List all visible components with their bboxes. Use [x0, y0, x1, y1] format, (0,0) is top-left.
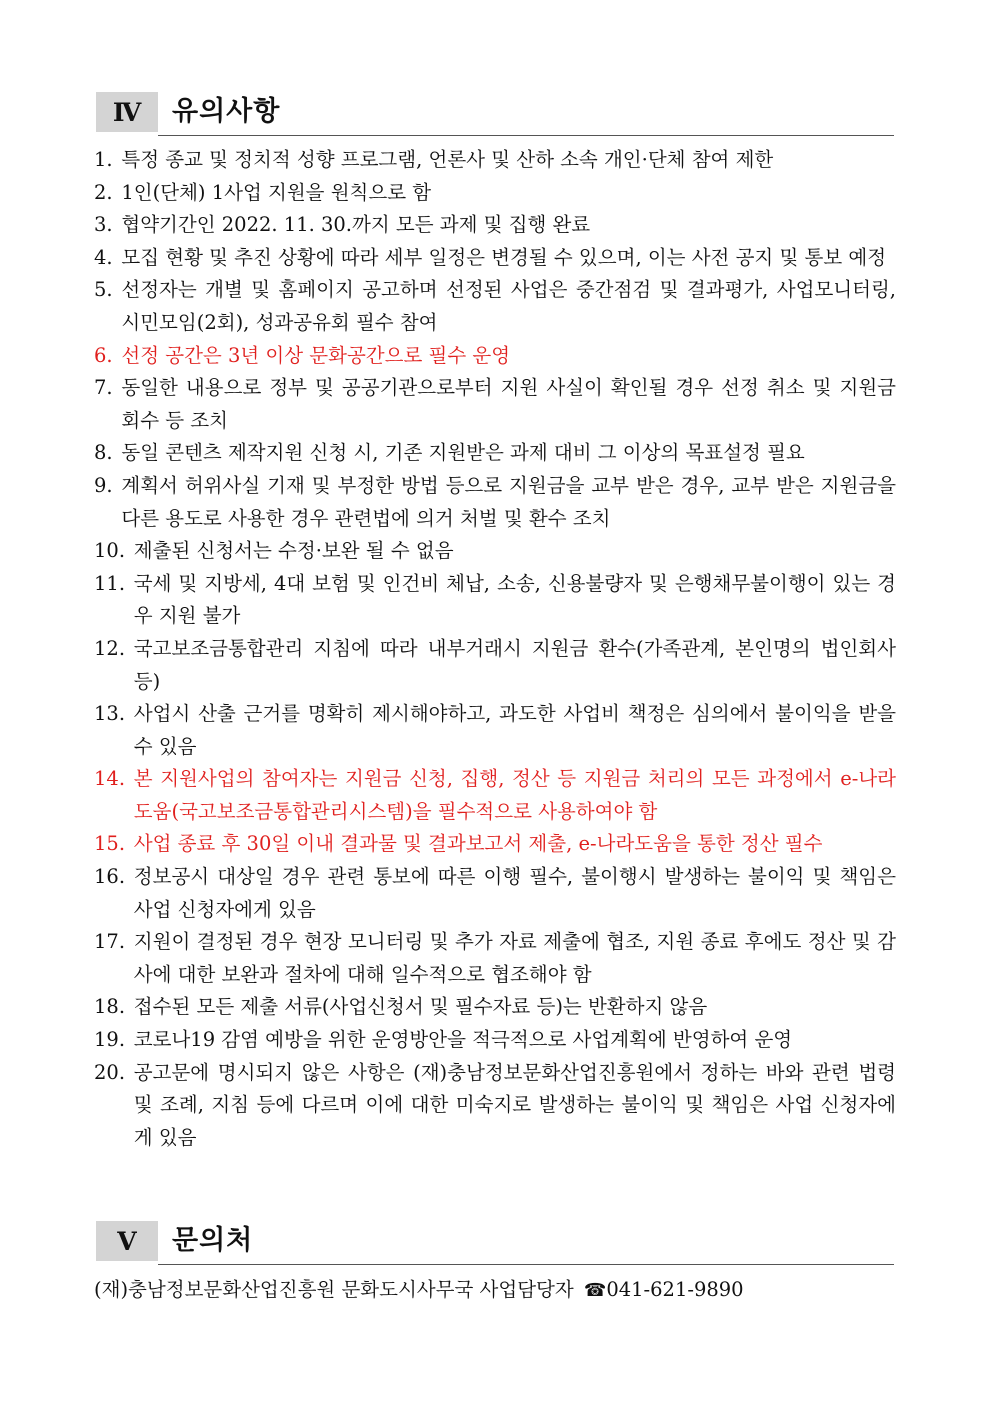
note-number: 10.: [94, 539, 126, 563]
note-number: 4.: [94, 245, 113, 269]
note-number: 19.: [94, 1028, 126, 1052]
note-text: 계획서 허위사실 기재 및 부정한 방법 등으로 지원금을 교부 받은 경우, 교부 받은 지원금을 다른 용도로 사용한 경우 관련법에 의거 처벌 및 환수 조치: [121, 473, 896, 530]
note-item: [94, 177, 896, 210]
note-item: [94, 470, 896, 535]
section-number-box: Ⅳ: [96, 92, 158, 132]
notes-list: [94, 144, 896, 1154]
note-number: 6.: [94, 343, 113, 367]
note-item: [94, 274, 896, 339]
note-item: [94, 144, 896, 177]
note-number: 1.: [94, 148, 113, 171]
note-number: 8.: [94, 441, 113, 465]
note-number: 13.: [94, 702, 126, 726]
note-item: [94, 1057, 896, 1155]
note-text: 국고보조금통합관리 지침에 따라 내부거래시 지원금 환수(가족관계, 본인명의 법인회사 등): [133, 636, 896, 693]
note-text: 제출된 신청서는 수정·보완 될 수 없음: [133, 539, 454, 563]
note-item: [94, 535, 896, 568]
note-number: 5.: [94, 278, 113, 302]
note-item: [94, 991, 896, 1024]
phone-icon: ☎: [583, 1280, 607, 1301]
note-item: [94, 372, 896, 437]
section-rule: [158, 1264, 894, 1265]
note-text: 사업 종료 후 30일 이내 결과물 및 결과보고서 제출, e-나라도움을 통한 정산 필수: [133, 832, 823, 856]
note-number: 7.: [94, 376, 113, 400]
note-item: [94, 209, 896, 242]
note-number: 15.: [94, 832, 126, 856]
section-number-box: Ⅴ: [96, 1221, 158, 1261]
note-number: 14.: [94, 767, 126, 791]
note-number: 3.: [94, 213, 113, 237]
note-text: 지원이 결정된 경우 현장 모니터링 및 추가 자료 제출에 협조, 지원 종료 후에도 정산 및 감사에 대한 보완과 절차에 대해 일수적으로 협조해야 함: [133, 930, 896, 986]
note-item: [94, 926, 896, 991]
section-rule: [158, 135, 894, 136]
note-item: [94, 242, 896, 275]
contact-phone: 041-621-9890: [606, 1278, 744, 1301]
section-header-contact: [96, 1221, 894, 1265]
note-item: [94, 828, 896, 861]
note-item: [94, 698, 896, 763]
section-title: 문의처: [172, 1225, 254, 1256]
note-text: 사업시 산출 근거를 명확히 제시해야하고, 과도한 사업비 책정은 심의에서 불이익을 받을 수 있음: [133, 702, 896, 758]
note-text: 국세 및 지방세, 4대 보험 및 인건비 체납, 소송, 신용불량자 및 은행채무불이행이 있는 경우 지원 불가: [133, 571, 896, 628]
note-number: 20.: [94, 1060, 126, 1084]
note-text: 협약기간인 2022. 11. 30.까지 모든 과제 및 집행 완료: [121, 213, 591, 237]
note-text: 특정 종교 및 정치적 성향 프로그램, 언론사 및 산하 소속 개인·단체 참여 제한: [121, 148, 774, 171]
note-text: 공고문에 명시되지 않은 사항은 (재)충남정보문화산업진흥원에서 정하는 바와 관련 법령 및 조례, 지침 등에 다르며 이에 대한 미숙지로 발생하는 불이익 및 책임은 사업 신청자에게 있음: [133, 1060, 896, 1149]
note-item: [94, 763, 896, 828]
note-number: 17.: [94, 930, 126, 954]
note-number: 11.: [94, 571, 126, 595]
note-text: 선정자는 개별 및 홈페이지 공고하며 선정된 사업은 중간점검 및 결과평가, 사업모니터링, 시민모임(2회), 성과공유회 필수 참여: [121, 278, 896, 334]
note-item: [94, 1024, 896, 1057]
note-text: 동일 콘텐츠 제작지원 신청 시, 기존 지원받은 과제 대비 그 이상의 목표설정 필요: [121, 441, 805, 465]
note-text: 본 지원사업의 참여자는 지원금 신청, 집행, 정산 등 지원금 처리의 모든 과정에서 e-나라도움(국고보조금통합관리시스템)을 필수적으로 사용하여야 함: [133, 767, 896, 823]
note-number: 18.: [94, 995, 126, 1019]
note-number: 16.: [94, 865, 126, 889]
note-text: 동일한 내용으로 정부 및 공공기관으로부터 지원 사실이 확인될 경우 선정 취소 및 지원금 회수 등 조치: [121, 376, 896, 432]
note-item: [94, 340, 896, 373]
note-text: 정보공시 대상일 경우 관련 통보에 따른 이행 필수, 불이행시 발생하는 불이익 및 책임은 사업 신청자에게 있음: [133, 865, 896, 921]
note-item: [94, 568, 896, 633]
note-item: [94, 633, 896, 698]
note-number: 12.: [94, 636, 126, 660]
note-text: 접수된 모든 제출 서류(사업신청서 및 필수자료 등)는 반환하지 않음: [133, 995, 708, 1019]
contact-line: [94, 1274, 744, 1307]
section-header-notes: [96, 92, 894, 136]
note-text: 모집 현황 및 추진 상황에 따라 세부 일정은 변경될 수 있으며, 이는 사전 공지 및 통보 예정: [121, 245, 887, 269]
section-title: 유의사항: [172, 96, 281, 127]
note-item: [94, 861, 896, 926]
contact-text: (재)충남정보문화산업진흥원 문화도시사무국 사업담당자: [94, 1278, 574, 1301]
note-number: 2.: [94, 180, 113, 204]
note-item: [94, 437, 896, 470]
note-text: 1인(단체) 1사업 지원을 원칙으로 함: [121, 180, 432, 204]
note-text: 코로나19 감염 예방을 위한 운영방안을 적극적으로 사업계획에 반영하여 운영: [133, 1028, 793, 1052]
note-number: 9.: [94, 473, 113, 497]
note-text: 선정 공간은 3년 이상 문화공간으로 필수 운영: [121, 343, 511, 367]
